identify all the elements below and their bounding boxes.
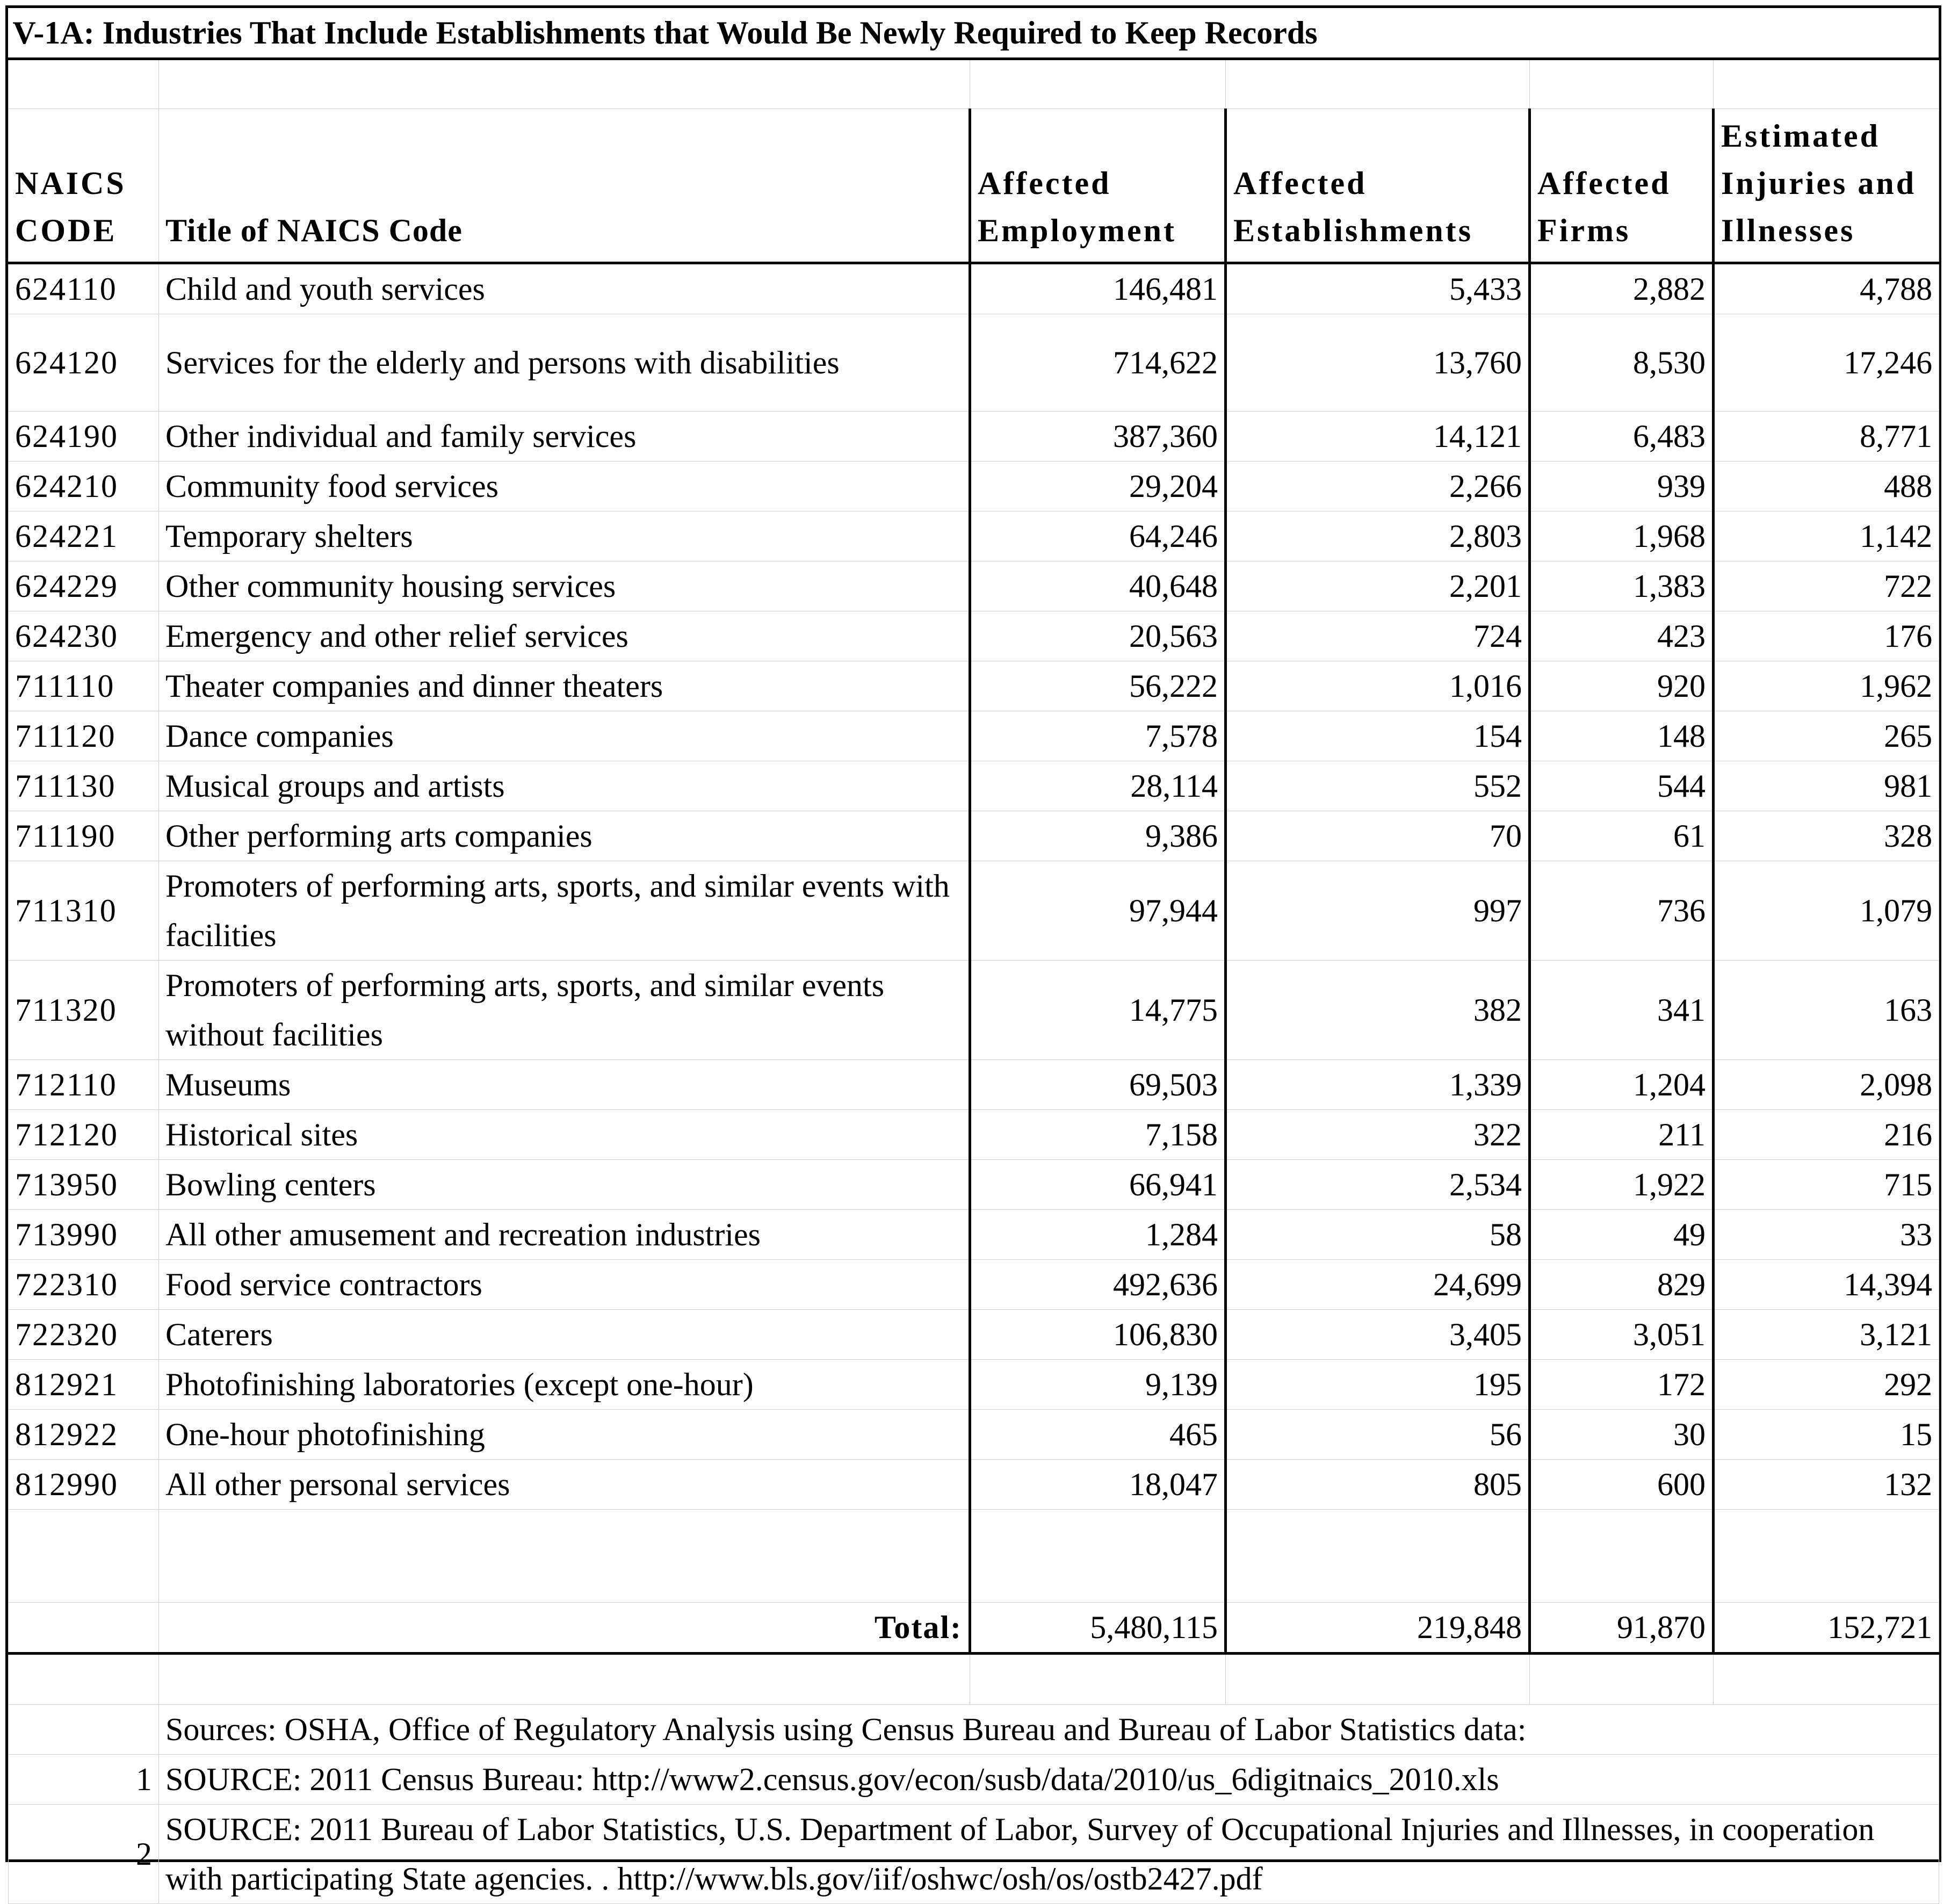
naics-code-cell: 712120 [9, 1110, 159, 1160]
establishments-cell: 724 [1226, 611, 1530, 661]
employment-cell: 56,222 [970, 661, 1226, 711]
naics-code-cell: 711120 [9, 711, 159, 761]
naics-title-cell: All other amusement and recreation industries [159, 1210, 970, 1260]
header-estimated-injuries: Estimated Injuries and Illnesses [1714, 109, 1939, 263]
injuries-cell: 328 [1714, 811, 1939, 861]
firms-cell: 1,922 [1530, 1160, 1714, 1210]
naics-code-cell: 624120 [9, 314, 159, 412]
establishments-cell: 70 [1226, 811, 1530, 861]
employment-cell: 387,360 [970, 412, 1226, 461]
table-row [9, 761, 1939, 811]
injuries-cell: 176 [1714, 611, 1939, 661]
naics-title-cell: Dance companies [159, 711, 970, 761]
employment-cell: 14,775 [970, 961, 1226, 1060]
employment-cell: 9,386 [970, 811, 1226, 861]
total-injuries: 152,721 [1714, 1603, 1939, 1654]
naics-title-cell: Caterers [159, 1310, 970, 1360]
naics-title-cell: All other personal services [159, 1460, 970, 1510]
injuries-cell: 1,079 [1714, 861, 1939, 961]
firms-cell: 30 [1530, 1410, 1714, 1460]
naics-title-cell: Promoters of performing arts, sports, and similar events without facilities [159, 961, 970, 1060]
injuries-cell: 488 [1714, 461, 1939, 511]
naics-code-cell: 624221 [9, 511, 159, 561]
naics-code-cell: 624110 [9, 263, 159, 314]
establishments-cell: 2,803 [1226, 511, 1530, 561]
establishments-cell: 1,016 [1226, 661, 1530, 711]
table-row [9, 511, 1939, 561]
establishments-cell: 154 [1226, 711, 1530, 761]
naics-code-cell: 711310 [9, 861, 159, 961]
firms-cell: 1,383 [1530, 561, 1714, 611]
firms-cell: 61 [1530, 811, 1714, 861]
naics-title-cell: Temporary shelters [159, 511, 970, 561]
injuries-cell: 722 [1714, 561, 1939, 611]
table-row [9, 314, 1939, 412]
naics-title-cell: One-hour photofinishing [159, 1410, 970, 1460]
establishments-cell: 13,760 [1226, 314, 1530, 412]
employment-cell: 64,246 [970, 511, 1226, 561]
injuries-cell: 17,246 [1714, 314, 1939, 412]
injuries-cell: 1,142 [1714, 511, 1939, 561]
table-row [9, 711, 1939, 761]
firms-cell: 3,051 [1530, 1310, 1714, 1360]
header-row [9, 109, 1939, 263]
naics-title-cell: Museums [159, 1060, 970, 1110]
naics-table [8, 8, 1939, 1904]
naics-code-cell: 711130 [9, 761, 159, 811]
employment-cell: 40,648 [970, 561, 1226, 611]
firms-cell: 939 [1530, 461, 1714, 511]
establishments-cell: 56 [1226, 1410, 1530, 1460]
naics-title-cell: Child and youth services [159, 263, 970, 314]
firms-cell: 2,882 [1530, 263, 1714, 314]
header-naics-code: NAICS CODE [9, 109, 159, 263]
injuries-cell: 8,771 [1714, 412, 1939, 461]
establishments-cell: 2,534 [1226, 1160, 1530, 1210]
firms-cell: 341 [1530, 961, 1714, 1060]
naics-title-cell: Other community housing services [159, 561, 970, 611]
naics-code-cell: 624230 [9, 611, 159, 661]
table-row [9, 1160, 1939, 1210]
employment-cell: 106,830 [970, 1310, 1226, 1360]
table-row [9, 1310, 1939, 1360]
injuries-cell: 163 [1714, 961, 1939, 1060]
establishments-cell: 552 [1226, 761, 1530, 811]
naics-title-cell: Services for the elderly and persons with disabilities [159, 314, 970, 412]
employment-cell: 146,481 [970, 263, 1226, 314]
table-row [9, 1060, 1939, 1110]
naics-code-cell: 812922 [9, 1410, 159, 1460]
footnote-row [9, 1755, 1939, 1805]
employment-cell: 492,636 [970, 1260, 1226, 1310]
total-row [9, 1603, 1939, 1654]
naics-code-cell: 812990 [9, 1460, 159, 1510]
table-row [9, 461, 1939, 511]
naics-title-cell: Historical sites [159, 1110, 970, 1160]
firms-cell: 829 [1530, 1260, 1714, 1310]
firms-cell: 544 [1530, 761, 1714, 811]
injuries-cell: 3,121 [1714, 1310, 1939, 1360]
employment-cell: 1,284 [970, 1210, 1226, 1260]
table-row [9, 811, 1939, 861]
naics-title-cell: Other performing arts companies [159, 811, 970, 861]
table-row [9, 1260, 1939, 1310]
naics-code-cell: 624190 [9, 412, 159, 461]
employment-cell: 29,204 [970, 461, 1226, 511]
total-label: Total: [159, 1603, 970, 1654]
firms-cell: 49 [1530, 1210, 1714, 1260]
footnote-row [9, 1805, 1939, 1904]
header-affected-firms: Affected Firms [1530, 109, 1714, 263]
naics-code-cell: 713990 [9, 1210, 159, 1260]
table-row [9, 961, 1939, 1060]
total-firms: 91,870 [1530, 1603, 1714, 1654]
total-establishments: 219,848 [1226, 1603, 1530, 1654]
injuries-cell: 265 [1714, 711, 1939, 761]
table-row [9, 611, 1939, 661]
naics-code-cell: 713950 [9, 1160, 159, 1210]
establishments-cell: 382 [1226, 961, 1530, 1060]
naics-title-cell: Other individual and family services [159, 412, 970, 461]
employment-cell: 66,941 [970, 1160, 1226, 1210]
naics-code-cell: 722320 [9, 1310, 159, 1360]
naics-title-cell: Emergency and other relief services [159, 611, 970, 661]
table-row [9, 1410, 1939, 1460]
firms-cell: 600 [1530, 1460, 1714, 1510]
firms-cell: 1,204 [1530, 1060, 1714, 1110]
injuries-cell: 33 [1714, 1210, 1939, 1260]
total-employment: 5,480,115 [970, 1603, 1226, 1654]
naics-title-cell: Promoters of performing arts, sports, and similar events with facilities [159, 861, 970, 961]
spreadsheet-table [5, 5, 1941, 1896]
table-row [9, 1110, 1939, 1160]
establishments-cell: 1,339 [1226, 1060, 1530, 1110]
table-row [9, 1210, 1939, 1260]
injuries-cell: 216 [1714, 1110, 1939, 1160]
injuries-cell: 132 [1714, 1460, 1939, 1510]
header-affected-establishments: Affected Establishments [1226, 109, 1530, 263]
table-row [9, 263, 1939, 314]
employment-cell: 9,139 [970, 1360, 1226, 1410]
firms-cell: 920 [1530, 661, 1714, 711]
employment-cell: 714,622 [970, 314, 1226, 412]
employment-cell: 18,047 [970, 1460, 1226, 1510]
employment-cell: 97,944 [970, 861, 1226, 961]
naics-title-cell: Bowling centers [159, 1160, 970, 1210]
employment-cell: 20,563 [970, 611, 1226, 661]
table-title: V-1A: Industries That Include Establishments that Would Be Newly Required to Keep Records [9, 8, 1939, 59]
footnote-text: SOURCE: 2011 Census Bureau: http://www2.census.gov/econ/susb/data/2010/us_6digitnaics_2010.xls [159, 1755, 1939, 1805]
table-row [9, 861, 1939, 961]
employment-cell: 465 [970, 1410, 1226, 1460]
establishments-cell: 2,201 [1226, 561, 1530, 611]
sources-intro: Sources: OSHA, Office of Regulatory Analysis using Census Bureau and Bureau of Labor Statistics data: [159, 1705, 1939, 1755]
employment-cell: 7,578 [970, 711, 1226, 761]
injuries-cell: 14,394 [1714, 1260, 1939, 1310]
naics-title-cell: Community food services [159, 461, 970, 511]
firms-cell: 172 [1530, 1360, 1714, 1410]
naics-title-cell: Musical groups and artists [159, 761, 970, 811]
naics-title-cell: Photofinishing laboratories (except one-hour) [159, 1360, 970, 1410]
employment-cell: 69,503 [970, 1060, 1226, 1110]
sources-row [9, 1705, 1939, 1755]
firms-cell: 148 [1530, 711, 1714, 761]
firms-cell: 6,483 [1530, 412, 1714, 461]
naics-code-cell: 711320 [9, 961, 159, 1060]
naics-code-cell: 812921 [9, 1360, 159, 1410]
footnote-text: SOURCE: 2011 Bureau of Labor Statistics, U.S. Department of Labor, Survey of Occupational Injuries and Illnesses, in cooperation with participating State agencies. . http://www.bls.gov/iif/oshwc/osh/os/ostb2427.pdf [159, 1805, 1939, 1904]
naics-code-cell: 722310 [9, 1260, 159, 1310]
firms-cell: 1,968 [1530, 511, 1714, 561]
establishments-cell: 2,266 [1226, 461, 1530, 511]
naics-code-cell: 711110 [9, 661, 159, 711]
footnote-number: 2 [9, 1805, 159, 1904]
establishments-cell: 805 [1226, 1460, 1530, 1510]
firms-cell: 423 [1530, 611, 1714, 661]
establishments-cell: 997 [1226, 861, 1530, 961]
firms-cell: 736 [1530, 861, 1714, 961]
establishments-cell: 322 [1226, 1110, 1530, 1160]
injuries-cell: 15 [1714, 1410, 1939, 1460]
employment-cell: 28,114 [970, 761, 1226, 811]
injuries-cell: 1,962 [1714, 661, 1939, 711]
table-row [9, 561, 1939, 611]
footnote-number: 1 [9, 1755, 159, 1805]
table-row [9, 1460, 1939, 1510]
firms-cell: 211 [1530, 1110, 1714, 1160]
header-title: Title of NAICS Code [159, 109, 970, 263]
table-row [9, 1360, 1939, 1410]
injuries-cell: 981 [1714, 761, 1939, 811]
establishments-cell: 24,699 [1226, 1260, 1530, 1310]
establishments-cell: 58 [1226, 1210, 1530, 1260]
header-affected-employment: Affected Employment [970, 109, 1226, 263]
employment-cell: 7,158 [970, 1110, 1226, 1160]
naics-code-cell: 624210 [9, 461, 159, 511]
naics-title-cell: Food service contractors [159, 1260, 970, 1310]
naics-code-cell: 712110 [9, 1060, 159, 1110]
injuries-cell: 2,098 [1714, 1060, 1939, 1110]
naics-code-cell: 624229 [9, 561, 159, 611]
establishments-cell: 5,433 [1226, 263, 1530, 314]
establishments-cell: 195 [1226, 1360, 1530, 1410]
establishments-cell: 14,121 [1226, 412, 1530, 461]
table-row [9, 412, 1939, 461]
establishments-cell: 3,405 [1226, 1310, 1530, 1360]
naics-title-cell: Theater companies and dinner theaters [159, 661, 970, 711]
firms-cell: 8,530 [1530, 314, 1714, 412]
table-row [9, 661, 1939, 711]
injuries-cell: 715 [1714, 1160, 1939, 1210]
injuries-cell: 4,788 [1714, 263, 1939, 314]
naics-code-cell: 711190 [9, 811, 159, 861]
injuries-cell: 292 [1714, 1360, 1939, 1410]
